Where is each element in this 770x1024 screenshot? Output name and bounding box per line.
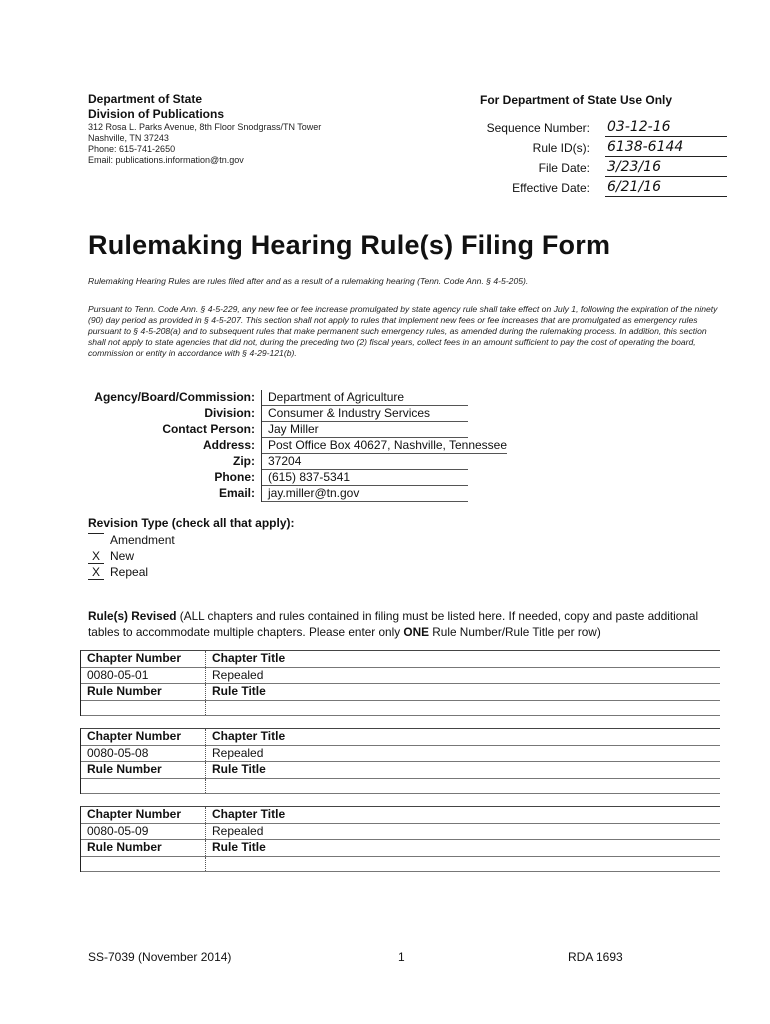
office-use-block	[470, 92, 730, 198]
rule-number-cell	[81, 857, 205, 871]
form-title: Rulemaking Hearing Rule(s) Filing Form	[88, 230, 611, 260]
rule-title-header: Rule Title	[205, 840, 632, 856]
contact-value: Jay Miller	[262, 422, 468, 438]
phone-row	[88, 470, 528, 486]
zip-value: 37204	[262, 454, 468, 470]
rules-revised-one: ONE	[403, 625, 429, 639]
address-label: Address:	[88, 438, 262, 454]
revision-amendment[interactable]	[88, 533, 295, 549]
chapter-title-header: Chapter Title	[205, 651, 632, 667]
effective-date-row	[470, 178, 730, 198]
rule-number-cell	[81, 701, 205, 715]
table-row	[81, 746, 720, 763]
chapter-title: Repealed	[205, 824, 632, 840]
division-row	[88, 406, 528, 422]
rule-title-header: Rule Title	[205, 684, 632, 700]
contact-row	[88, 422, 528, 438]
chapter-table-box	[80, 728, 720, 794]
table-row	[81, 824, 720, 841]
issuer-dept: Department of State	[88, 92, 203, 106]
chapter-title-header: Chapter Title	[205, 807, 632, 823]
chapter-number: 0080-05-08	[87, 745, 149, 760]
phone-label: Phone:	[88, 470, 262, 486]
chapter-title-header: Chapter Title	[205, 729, 632, 745]
chapter-table-1	[80, 650, 720, 716]
rule-number-header: Rule Number	[87, 684, 162, 698]
file-date-row	[470, 158, 730, 178]
table-row	[81, 779, 720, 794]
chapter-table-3	[80, 806, 720, 872]
issuer-email: Email: publications.information@tn.gov	[88, 155, 244, 165]
effective-date-label: Effective Date:	[512, 181, 590, 195]
sequence-number-value: 03-12-16	[605, 118, 727, 137]
rule-title-cell	[205, 857, 632, 871]
revision-repeal-mark[interactable]: X	[88, 565, 104, 580]
revision-new-label: New	[110, 549, 135, 563]
contact-label: Contact Person:	[88, 422, 262, 438]
footer-rda: RDA 1693	[568, 950, 623, 964]
phone-value: (615) 837-5341	[262, 470, 468, 486]
pursuant-text: Pursuant to Tenn. Code Ann. § 4-5-229, any new fee or fee increase promulgated by state agency rule shall take effect on July 1, following the expiration of the ninety (90) day period as provided in § 4-5-207. This section shall not apply to rules that implement new fees or fee increases that are promulgated as emergency rules pursuant to § 4-5-208(a) and to subsequent rules that make permanent such emergency rules, as amended during the rulemaking process. In addition, this section shall not apply to state agencies that did not, during the preceding two (2) fiscal years, collect fees in an amount sufficient to pay the cost of operating the board, commission or entity in accordance with § 4-29-121(b).	[88, 304, 718, 358]
issuer-block	[88, 92, 388, 166]
rules-revised-text	[88, 608, 728, 640]
chapter-number-header: Chapter Number	[87, 807, 182, 821]
table-row	[81, 701, 720, 716]
division-label: Division:	[88, 406, 262, 422]
chapter-number-header: Chapter Number	[87, 651, 182, 665]
file-date-label: File Date:	[538, 161, 590, 175]
table-row	[81, 857, 720, 872]
revision-repeal-label: Repeal	[110, 565, 149, 579]
revision-new[interactable]	[88, 549, 295, 565]
chapter-table-box	[80, 806, 720, 872]
rule-number-header: Rule Number	[87, 840, 162, 854]
address-row	[88, 438, 528, 454]
chapter-table-2	[80, 728, 720, 794]
revision-repeal[interactable]	[88, 565, 295, 581]
agency-table	[88, 390, 528, 502]
rule-number-header: Rule Number	[87, 762, 162, 776]
effective-date-value: 6/21/16	[605, 178, 727, 197]
table-row	[81, 762, 720, 779]
agency-value: Department of Agriculture	[262, 390, 468, 406]
table-row	[81, 807, 720, 824]
email-label: Email:	[88, 486, 262, 502]
revision-amendment-mark[interactable]	[88, 533, 104, 534]
sequence-number-row	[470, 118, 730, 138]
table-row	[81, 729, 720, 746]
revision-type-title: Revision Type (check all that apply):	[88, 516, 295, 530]
table-row	[81, 684, 720, 701]
address-value: Post Office Box 40627, Nashville, Tennessee	[262, 438, 507, 454]
issuer-division: Division of Publications	[88, 107, 225, 121]
chapter-title: Repealed	[205, 746, 632, 762]
email-row	[88, 486, 528, 502]
table-row	[81, 651, 720, 668]
rule-id-value: 6138-6144	[605, 138, 727, 157]
chapter-table-box	[80, 650, 720, 716]
table-row	[81, 840, 720, 857]
issuer-phone: Phone: 615-741-2650	[88, 144, 176, 154]
sequence-number-label: Sequence Number:	[486, 121, 590, 135]
file-date-value: 3/23/16	[605, 158, 727, 177]
footer-form-id: SS-7039 (November 2014)	[88, 950, 232, 964]
office-use-title: For Department of State Use Only	[480, 93, 673, 107]
rule-title-header: Rule Title	[205, 762, 632, 778]
rule-title-cell	[205, 779, 632, 793]
issuer-city: Nashville, TN 37243	[88, 133, 169, 143]
email-value: jay.miller@tn.gov	[262, 486, 468, 502]
rules-revised-rest1: (ALL chapters and rules contained in filing must be listed here. If needed, copy and paste additional tables to accommodate multiple chapters. Please enter only	[88, 609, 699, 639]
division-value: Consumer & Industry Services	[262, 406, 468, 422]
revision-amendment-label: Amendment	[110, 533, 175, 547]
zip-label: Zip:	[88, 454, 262, 470]
rule-number-cell	[81, 779, 205, 793]
rules-revised-rest2: Rule Number/Rule Title per row)	[428, 625, 601, 639]
footer-page-number: 1	[398, 950, 405, 964]
chapter-number: 0080-05-01	[87, 667, 149, 682]
zip-row	[88, 454, 528, 470]
rule-id-label: Rule ID(s):	[532, 141, 590, 155]
chapter-number-header: Chapter Number	[87, 729, 182, 743]
rules-revised-lead: Rule(s) Revised	[88, 609, 177, 623]
chapter-title: Repealed	[205, 668, 632, 684]
issuer-address: 312 Rosa L. Parks Avenue, 8th Floor Snodgrass/TN Tower	[88, 122, 322, 132]
agency-row	[88, 390, 528, 406]
agency-label: Agency/Board/Commission:	[88, 390, 262, 406]
revision-new-mark[interactable]: X	[88, 549, 104, 564]
rule-title-cell	[205, 701, 632, 715]
intro-text: Rulemaking Hearing Rules are rules filed after and as a result of a rulemaking hearing (Tenn. Code Ann. § 4-5-205).	[88, 276, 529, 286]
rule-id-row	[470, 138, 730, 158]
revision-type-block	[88, 516, 295, 581]
chapter-number: 0080-05-09	[87, 823, 149, 838]
table-row	[81, 668, 720, 685]
